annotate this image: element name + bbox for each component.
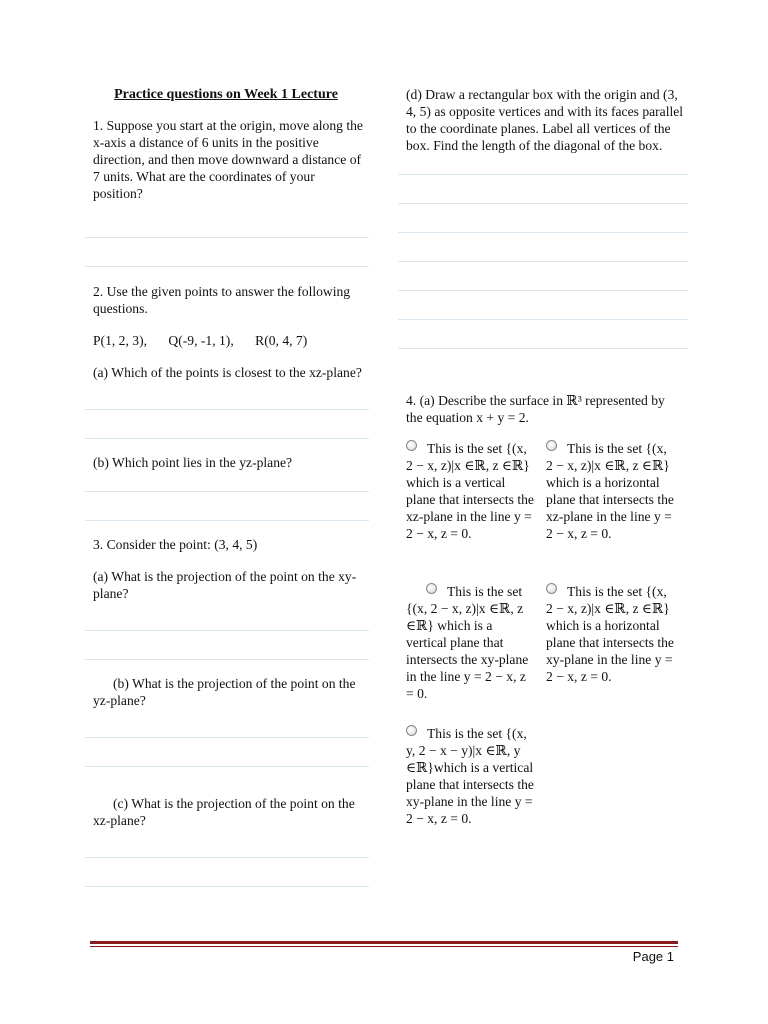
- answer-line[interactable]: [85, 858, 369, 887]
- answer-line[interactable]: [398, 262, 688, 291]
- answer-line[interactable]: [85, 709, 369, 738]
- question-1: 1. Suppose you start at the origin, move along the x-axis a distance of 6 units in the positive direction, and then move downward a distance of 7 units. What are the coordinates of your position?: [93, 118, 363, 201]
- choice-4-text: This is the set {(x, 2 − x, z)|x ∈ℝ, z ∈ℝ} which is a horizontal plane that intersects the xy-plane in the line y = 2 − x, z = 0.: [546, 584, 674, 684]
- answer-line[interactable]: [85, 202, 369, 238]
- page-title: Practice questions on Week 1 Lecture: [114, 87, 338, 102]
- answer-line[interactable]: [398, 233, 688, 262]
- choice-5[interactable]: [406, 725, 534, 827]
- choice-2-text: This is the set {(x, 2 − x, z)|x ∈ℝ, z ∈ℝ} which is a horizontal plane that intersects the xz-plane in the line y = 2 − x, z = 0.: [546, 441, 674, 541]
- footer-rule: [90, 941, 678, 944]
- answer-line[interactable]: [85, 602, 369, 631]
- answer-line[interactable]: [85, 381, 369, 410]
- answer-line[interactable]: [398, 204, 688, 233]
- answer-line[interactable]: [85, 631, 369, 660]
- answer-line[interactable]: [85, 471, 369, 492]
- question-3a: (a) What is the projection of the point on the xy-plane?: [93, 569, 357, 601]
- question-2-intro: 2. Use the given points to answer the following questions.: [93, 284, 351, 316]
- question-2b: (b) Which point lies in the yz-plane?: [93, 455, 293, 470]
- question-3d: (d) Draw a rectangular box with the origin and (3, 4, 5) as opposite vertices and with its faces parallel to the coordinate planes. Label all vertices of the box. Find the length of the diagonal of the box.: [406, 87, 684, 153]
- choice-3-text: This is the set {(x, 2 − x, z)|x ∈ℝ, z ∈ℝ} which is a vertical plane that intersects the xy-plane in the line y = 2 − x, z = 0.: [406, 584, 529, 701]
- answer-line[interactable]: [398, 175, 688, 204]
- choice-4[interactable]: [546, 583, 674, 685]
- page-number: Page 1: [632, 949, 674, 964]
- answer-line[interactable]: [85, 829, 369, 858]
- left-column: [93, 86, 365, 887]
- point-q: Q(-9, -1, 1),: [168, 333, 234, 348]
- answer-line[interactable]: [398, 291, 688, 320]
- footer-rule-thin: [90, 946, 678, 947]
- question-2a: (a) Which of the points is closest to the xz-plane?: [93, 365, 362, 380]
- choice-2[interactable]: [546, 440, 674, 542]
- answer-line[interactable]: [85, 738, 369, 767]
- choice-3[interactable]: [406, 583, 534, 702]
- answer-line[interactable]: [398, 320, 688, 349]
- radio-button[interactable]: [546, 440, 557, 451]
- answer-line[interactable]: [85, 492, 369, 521]
- point-r: R(0, 4, 7): [255, 333, 308, 348]
- question-2-points: [93, 332, 365, 349]
- answer-line[interactable]: [85, 410, 369, 439]
- choice-1[interactable]: [406, 440, 534, 542]
- answer-line[interactable]: [398, 154, 688, 175]
- radio-button[interactable]: [546, 583, 557, 594]
- choice-5-text: This is the set {(x, y, 2 − x − y)|x ∈ℝ, y ∈ℝ}which is a vertical plane that intersects the xy-plane in the line y = 2 − x, z = 0.: [406, 726, 534, 826]
- radio-button[interactable]: [426, 583, 437, 594]
- right-column: [406, 86, 684, 826]
- question-3-intro: 3. Consider the point: (3, 4, 5): [93, 537, 258, 552]
- question-3b: (b) What is the projection of the point on the yz-plane?: [93, 676, 356, 708]
- point-p: P(1, 2, 3),: [93, 333, 147, 348]
- radio-button[interactable]: [406, 725, 417, 736]
- choice-1-text: This is the set {(x, 2 − x, z)|x ∈ℝ, z ∈ℝ} which is a vertical plane that intersects the xz-plane in the line y = 2 − x, z = 0.: [406, 441, 534, 541]
- radio-button[interactable]: [406, 440, 417, 451]
- question-3c: (c) What is the projection of the point on the xz-plane?: [93, 796, 355, 828]
- question-4: 4. (a) Describe the surface in ℝ³ represented by the equation x + y = 2.: [406, 393, 665, 425]
- answer-line[interactable]: [85, 238, 369, 267]
